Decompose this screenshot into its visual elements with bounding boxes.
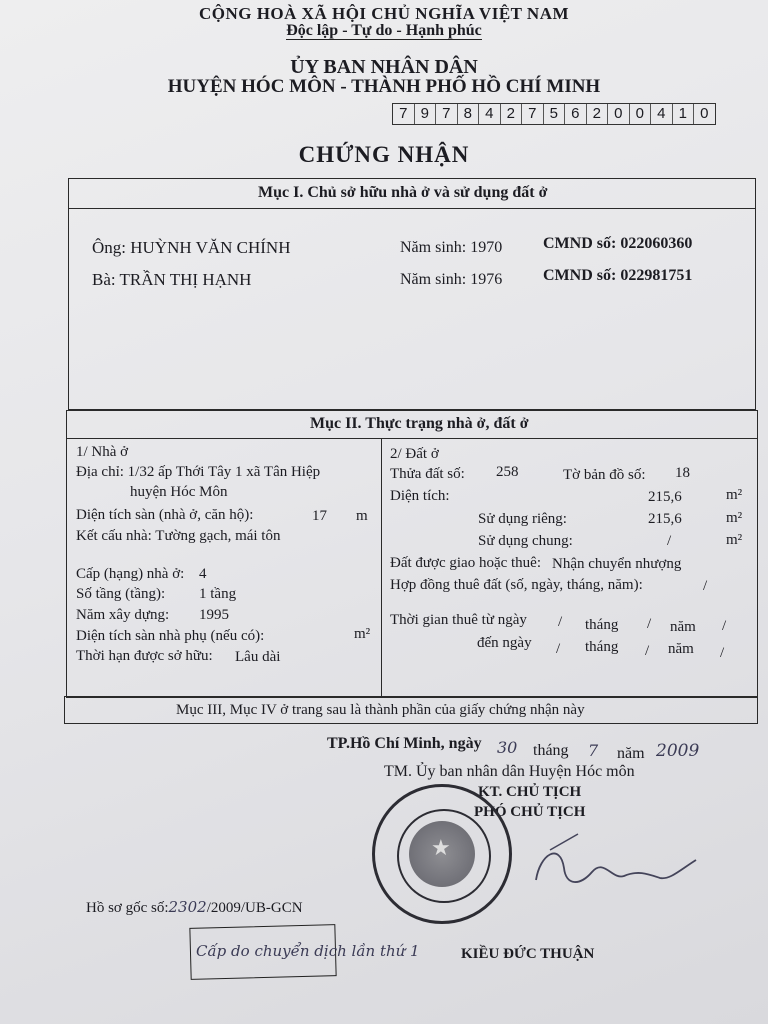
serial-digit: 2 [501,104,523,124]
national-title: CỘNG HOÀ XÃ HỘI CHỦ NGHĨA VIỆT NAM [198,4,570,23]
vice-chair-line: PHÓ CHỦ TỊCH [474,804,586,820]
serial-digit: 4 [651,104,673,124]
footer-note: Mục III, Mục IV ở trang sau là thành phần của giấy chứng nhận này [176,702,585,718]
serial-digit: 0 [608,104,630,124]
lease-from-month: / [647,616,652,632]
section2-title: Mục II. Thực trạng nhà ở, đất ở [310,415,529,432]
land-area-unit: m² [726,487,743,503]
date-month: 7 [588,741,599,760]
serial-digit: 9 [415,104,437,124]
for-chair-line: KT. CHỦ TỊCH [478,784,582,800]
owner-birth-year: Năm sinh: 1976 [400,271,503,288]
certificate-title: CHỨNG NHẬN [298,142,470,167]
floor-area-value: 17 [312,508,327,524]
serial-digit: 0 [700,105,709,122]
ownership-term-label: Thời hạn được sở hữu: [76,648,213,664]
on-behalf-line: TM. Ủy ban nhân dân Huyện Hóc môn [384,763,635,780]
lease-to-month: / [645,643,650,659]
file-record [86,898,303,917]
owner-birth-year: Năm sinh: 1970 [400,239,503,256]
lease-contract-value: / [703,578,708,594]
section1-title: Mục I. Chủ sở hữu nhà ở và sử dụng đất ở [258,184,548,201]
allocation-value: Nhận chuyển nhượng [552,556,682,572]
aux-area-unit: m² [354,626,371,642]
lease-from-month-label: tháng [585,617,619,633]
house-floors-value: 1 tầng [199,586,237,602]
ownership-term-value: Lâu dài [235,649,281,665]
month-label: tháng [533,742,569,759]
house-address: Địa chỉ: 1/32 ấp Thới Tây 1 xã Tân Hiệp [76,464,321,480]
serial-digit: 7 [393,104,415,124]
lease-contract-label: Hợp đồng thuê đất (số, ngày, tháng, năm): [390,577,643,593]
issuer-line2: HUYỆN HÓC MÔN - THÀNH PHỐ HỒ CHÍ MINH [167,76,601,97]
floor-area-unit: m [356,508,368,524]
signer-name: KIỀU ĐỨC THUẬN [461,946,595,962]
land-heading: 2/ Đất ở [390,446,439,462]
lease-from-day: / [558,614,563,630]
house-heading: 1/ Nhà ở [76,444,129,460]
parcel-value: 258 [496,464,519,480]
file-record-suffix: /2009/UB-GCN [206,900,303,916]
lease-from-label: Thời gian thuê từ ngày [390,612,527,628]
date-day: 30 [497,738,518,757]
issuer-line1: ỦY BAN NHÂN DÂN [290,56,478,78]
floor-area-label: Diện tích sàn (nhà ở, căn hộ): [76,507,254,523]
private-use-value: 215,6 [648,511,682,527]
aux-area-label: Diện tích sàn nhà phụ (nếu có): [76,628,265,644]
year-label: năm [617,745,645,762]
lease-to-day: / [556,641,561,657]
land-area-value: 215,6 [648,489,682,505]
parcel-label: Thửa đất số: [390,466,465,482]
transfer-stamp-text: Cấp do chuyển dịch lần thứ 1 [196,942,420,960]
shared-use-label: Sử dụng chung: [478,533,573,549]
house-address-line2: huyện Hóc Môn [130,484,228,500]
file-record-number: 2302 [168,898,207,916]
lease-from-year: / [722,618,727,634]
house-grade-label: Cấp (hạng) nhà ở: [76,566,185,582]
lease-to-month-label: tháng [585,639,619,655]
private-use-unit: m² [726,510,743,526]
serial-digit: 1 [673,104,695,124]
official-seal [372,784,512,924]
land-area-label: Diện tích: [390,488,450,504]
section1-box [68,178,756,410]
lease-from-year-label: năm [670,619,696,635]
column-divider [381,438,382,696]
private-use-label: Sử dụng riêng: [478,511,567,527]
map-sheet-label: Tờ bản đồ số: [563,467,646,483]
serial-digit: 8 [458,104,480,124]
house-grade-value: 4 [199,566,207,582]
divider [68,208,756,209]
handwritten-signature [520,820,720,910]
serial-digit: 0 [630,104,652,124]
place-date-label: TP.Hồ Chí Minh, ngày [327,735,482,752]
owner-name: Bà: TRẦN THỊ HẠNH [92,270,252,289]
owner-id: CMND số: 022981751 [543,267,693,284]
file-record-prefix: Hồ sơ gốc số: [86,900,169,916]
serial-number [392,103,716,125]
house-structure: Kết cấu nhà: Tường gạch, mái tôn [76,528,281,544]
serial-digit: 5 [544,104,566,124]
divider [66,438,758,439]
shared-use-unit: m² [726,532,743,548]
serial-digit: 6 [565,104,587,124]
owner-name: Ông: HUỲNH VĂN CHÍNH [92,238,291,257]
house-floors-label: Số tầng (tầng): [76,586,166,602]
star-icon: ★ [431,835,451,860]
lease-to-year-label: năm [668,641,694,657]
house-year-value: 1995 [199,607,229,623]
serial-digit: 7 [436,104,458,124]
allocation-label: Đất được giao hoặc thuê: [390,555,542,571]
house-year-label: Năm xây dựng: [76,607,170,623]
map-sheet-value: 18 [675,465,690,481]
serial-digit: 7 [522,104,544,124]
motto: Độc lập - Tự do - Hạnh phúc [286,22,482,39]
shared-use-value: / [667,533,672,549]
lease-to-year: / [720,645,725,661]
serial-digit: 2 [587,104,609,124]
serial-digit: 4 [479,104,501,124]
owner-id: CMND số: 022060360 [543,235,693,252]
lease-to-label: đến ngày [477,635,532,651]
date-year: 2009 [656,741,700,761]
